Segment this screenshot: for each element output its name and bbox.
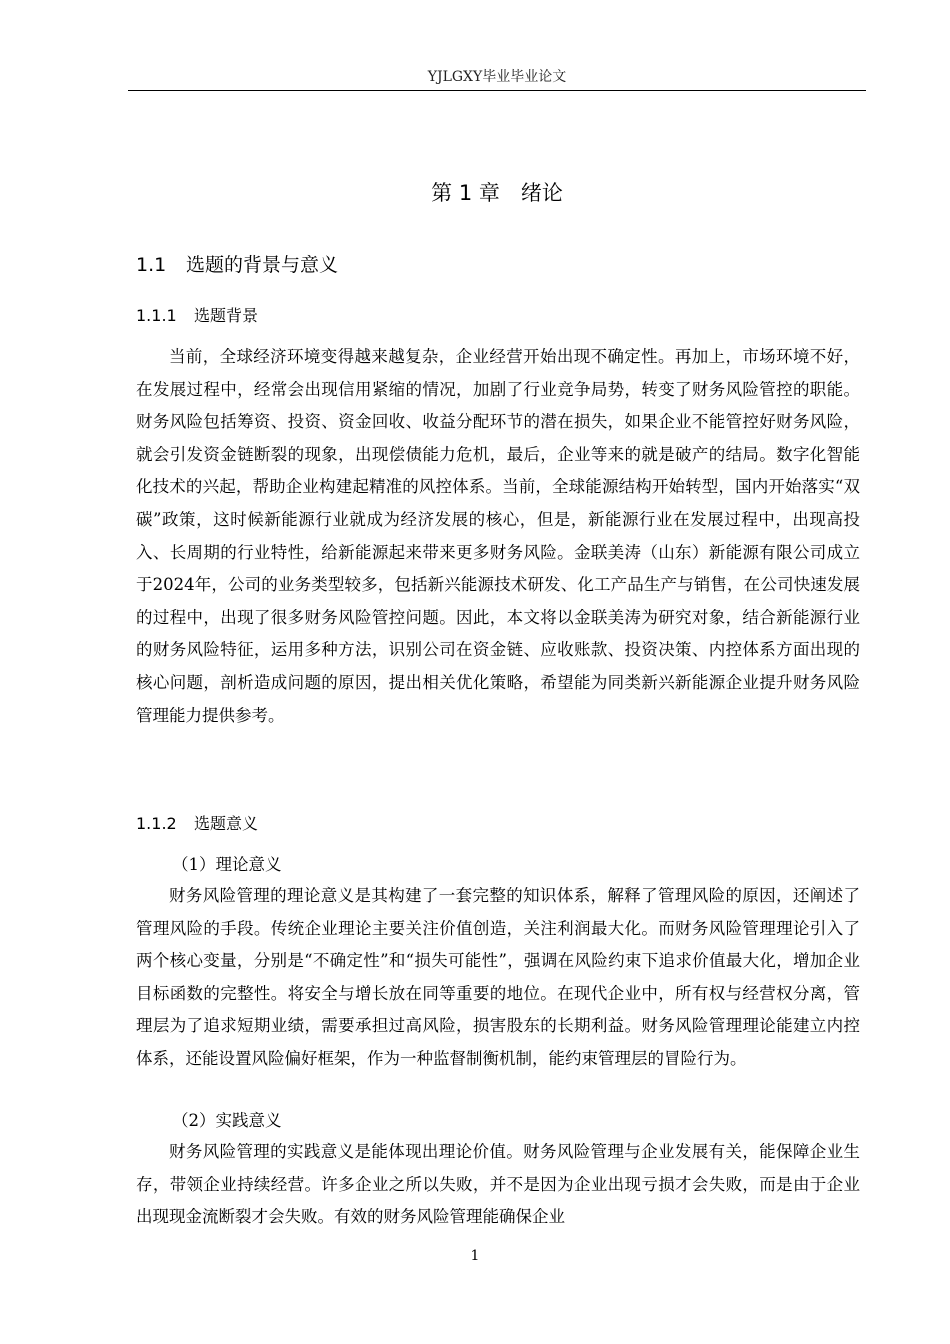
- background-paragraph: 当前，全球经济环境变得越来越复杂，企业经营开始出现不确定性。再加上，市场环境不好，在发展过程中，经常会出现信用紧缩的情况，加剧了行业竞争局势，转变了财务风险管控的职能。财务风险包括筹资、投资、资金回收、收益分配环节的潜在损失，如果企业不能管控好财务风险，就会引发资金链断裂的现象，出现偿债能力危机，最后，企业等来的就是破产的结局。数字化智能化技术的兴起，帮助企业构建起精准的风控体系。当前，全球能源结构开始转型，国内开始落实“双碳”政策，这时候新能源行业就成为经济发展的核心，但是，新能源行业在发展过程中，出现高投入、长周期的行业特性，给新能源起来带来更多财务风险。金联美涛（山东）新能源有限公司成立于2024年，公司的业务类型较多，包括新兴能源技术研发、化工产品生产与销售，在公司快速发展的过程中，出现了很多财务风险管控问题。因此，本文将以金联美涛为研究对象，结合新能源行业的财务风险特征，运用多种方法，识别公司在资金链、应收账款、投资决策、内控体系方面出现的核心问题，剖析造成问题的原因，提出相关优化策略，希望能为同类新兴新能源企业提升财务风险管理能力提供参考。: [136, 347, 860, 725]
- subsection-number: 1.1.1: [136, 306, 177, 325]
- subsection-heading: [136, 812, 258, 836]
- theory-label: （1）理论意义: [172, 855, 282, 874]
- page-number: 1: [470, 1248, 480, 1264]
- running-header: YJLGXY毕业毕业论文: [427, 69, 567, 85]
- subsection-heading: [136, 304, 258, 328]
- chapter-title: 第 1 章 绪论: [431, 181, 563, 205]
- header-divider: [128, 90, 866, 91]
- subsection-title: 选题背景: [194, 306, 259, 325]
- section-title: 选题的背景与意义: [186, 254, 339, 276]
- section-heading: [136, 251, 338, 279]
- subsection-number: 1.1.2: [136, 814, 177, 833]
- subsection-title: 选题意义: [194, 814, 259, 833]
- practice-paragraph: 财务风险管理的实践意义是能体现出理论价值。财务风险管理与企业发展有关，能保障企业生存，带领企业持续经营。许多企业之所以失败，并不是因为企业出现亏损才会失败，而是由于企业出现现金流断裂才会失败。有效的财务风险管理能确保企业: [136, 1142, 860, 1227]
- section-number: 1.1: [136, 254, 167, 276]
- practice-label: （2）实践意义: [172, 1111, 282, 1130]
- theory-paragraph: 财务风险管理的理论意义是其构建了一套完整的知识体系，解释了管理风险的原因，还阐述了管理风险的手段。传统企业理论主要关注价值创造，关注利润最大化。而财务风险管理理论引入了两个核心变量，分别是“不确定性”和“损失可能性”，强调在风险约束下追求价值最大化，增加企业目标函数的完整性。将安全与增长放在同等重要的地位。在现代企业中，所有权与经营权分离，管理层为了追求短期业绩，需要承担过高风险，损害股东的长期利益。财务风险管理理论能建立内控体系，还能设置风险偏好框架，作为一种监督制衡机制，能约束管理层的冒险行为。: [136, 886, 860, 1068]
